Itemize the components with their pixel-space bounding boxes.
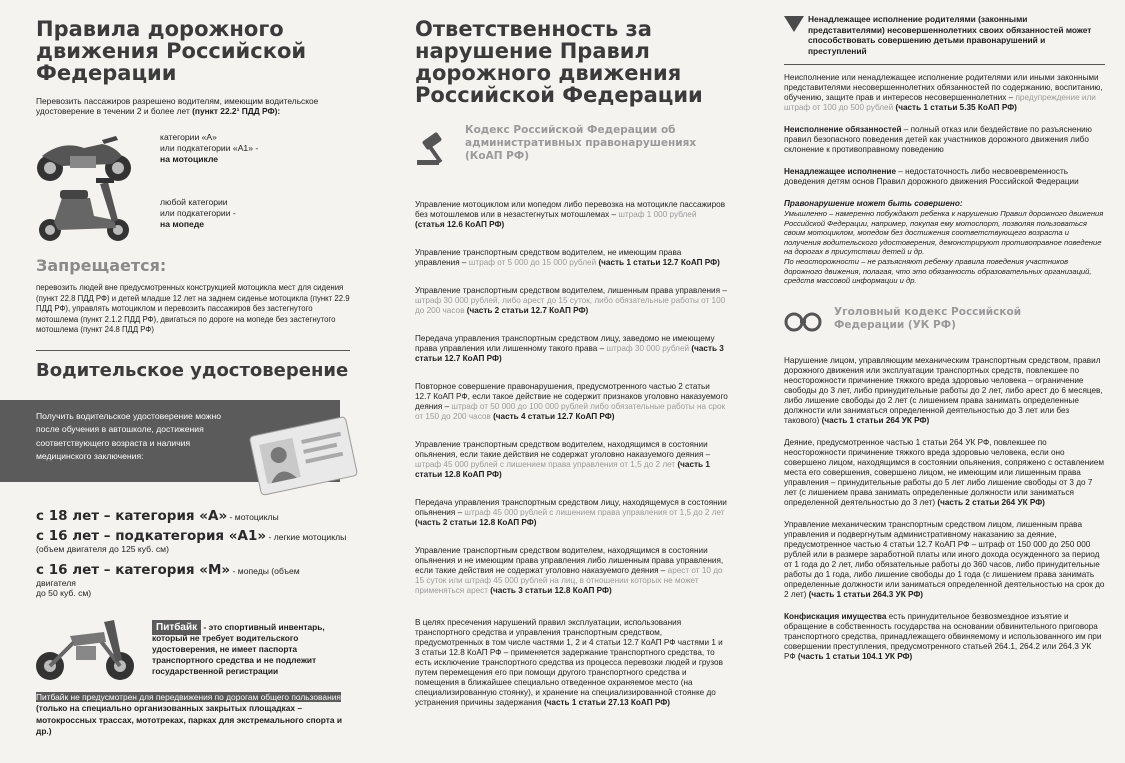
warning-icon (784, 16, 804, 32)
divider (784, 64, 1105, 65)
koap-item-text: Повторное совершение правонарушения, предусмотренного частью 2 статьи 12.7 КоАП РФ, если такое действие не содержит признаков уголовно наказуемого деяния – (415, 382, 728, 411)
parents-p2 (784, 125, 1105, 155)
koap-final (415, 618, 728, 708)
column-parents (750, 0, 1125, 763)
intro-text (36, 96, 336, 116)
category-a1 (36, 528, 346, 554)
license-card-icon (248, 412, 358, 501)
pitbike-text (152, 622, 352, 677)
category-m (36, 562, 336, 598)
koap-item (415, 248, 728, 268)
uk-item-ref: (часть 1 статьи 104.1 УК РФ) (797, 651, 913, 661)
license-banner-text: Получить водительское удостоверение можно после обучения в автошколе, достижения соответствующего возраста и наличия медицинского заключения: (36, 411, 222, 462)
moped-line-1: любой категории (160, 197, 228, 207)
uk-item-ref: (часть 2 статьи 264 УК РФ) (937, 497, 1045, 507)
divider (36, 350, 350, 351)
moto-caption (160, 132, 258, 165)
p4-negligence: По неосторожности – не разъясняют ребенку правила поведения участников дорожного движения, полагая, что это обязанность образовательных организаций, средств массовой информации и др. (784, 256, 1092, 286)
koap-item-penalty: штраф 45 000 рублей с лишением права управления от 1,5 до 2 лет (415, 460, 678, 469)
license-title: Водительское удостоверение (36, 360, 349, 381)
p1-text: Неисполнение или ненадлежащее исполнение родителями или иными законными представителями несовершеннолетних обязанностей по содержанию, воспитанию, обучению, защите прав и интересов несовершеннолетних – (784, 73, 1103, 103)
forbidden-text: перевозить людей вне предусмотренных конструкцией мотоцикла мест для сидения (пункт 22.8 ПДД РФ) и детей младше 12 лет на заднем сиденье мотоцикла (пункт 22.9 ПДД РФ), управлять мотоциклом и перевозить пассажиров без застегнутого мотошлема (пункт 2.1.2 ПДД РФ), двигаться по дороге на мопеде без застегнутого мотошлема (пункт 24.8 ПДД РФ) (36, 283, 350, 334)
p3-bold: Ненадлежащее исполнение (784, 167, 897, 177)
category-m-desc: - мопеды (объем двигателя (36, 566, 300, 588)
parents-p3 (784, 167, 1105, 187)
forbidden-title: Запрещается: (36, 256, 167, 275)
p2-bold: Неисполнение обязанностей (784, 125, 902, 135)
category-a1-desc: - легкие мотоциклы (266, 532, 347, 542)
intro-ref: (пункт 22.2¹ ПДД РФ): (192, 106, 281, 117)
koap-final-text: В целях пресечения нарушений правил эксплуатации, использования транспортного средства и управления транспортным средством, предусмотренных в том числе частями 1, 2 и 4 статьи 12.7 КоАП РФ частями 1 и 3 статьи 12.8 КоАП РФ – применяется задержание транспортного средства, то есть исключение транспортного средства из процесса перевозки людей и грузов путем перемещения его при помощи другого транспортного средства и помещения в ближайшее специально отведенное охраняемое место (на специализированную стоянку), и хранение на специализированной стоянке до устранения причины задержания (415, 618, 723, 707)
moped-caption (160, 197, 236, 230)
p1-penalty: предупреждение или штраф от 100 до 500 рублей (784, 93, 1096, 113)
p3-text: – недостаточность либо несвоевременность доведения детям основ Правил дорожного движения Российской Федерации (784, 167, 1079, 187)
uk-item-text: Нарушение лицом, управляющим механическим транспортным средством, правил дорожного движения или эксплуатации транспортных средств, повлекшее по неосторожности причинение тяжкого вреда здоровью человека – ограничение свободы до 3 лет, либо принудительные работы до 2 лет, либо арест до 6 месяцев, либо лишение свободы до 2 лет (с лишением права занимать определенные должности или заниматься определенной деятельностью до 3 лет или без такового) (784, 355, 1103, 425)
page-title-liability: Ответственность за нарушение Правил дорожного движения Российской Федерации (415, 17, 703, 107)
koap-item-text: Управление транспортным средством водителем, находящимся в состоянии опьянения и не имеющим права управления либо лишенным права управления, если такие действия не содержат уголовно наказуемого деяния – (415, 546, 724, 575)
pitbike-body: - это спортивный инвентарь, который не требует водительского удостоверения, не имеет паспорта транспортного средства и не подлежит государственной регистрации (152, 622, 325, 676)
koap-item-penalty: штраф 1 000 рублей (618, 210, 697, 219)
p2-text: – полный отказ или бездействие по разъяснению правил безопасного поведения детей как участников дорожного движения либо склонение к противоправному поведению (784, 125, 1092, 155)
koap-item (415, 440, 728, 480)
uk-item (784, 438, 1105, 508)
koap-item (415, 200, 728, 230)
category-a (36, 508, 279, 524)
koap-item-text: Передача управления транспортным средством лицу, находящемуся в состоянии опьянения – (415, 498, 727, 517)
koap-item-text: Управление мотоциклом или мопедом либо перевозка на мотоцикле пассажиров без мотошлемов или в незастегнутых мотошлемах – (415, 200, 726, 219)
uk-item-ref: (часть 1 статьи 264.3 УК РФ) (808, 589, 924, 599)
koap-header (415, 124, 728, 184)
pitbike-icon (30, 612, 142, 689)
moto-line-1: категории «А» (160, 132, 217, 142)
uk-item-text: Деяние, предусмотренное частью 1 статьи 264 УК РФ, повлекшее по неосторожности причинение тяжкого вреда здоровью человека, если оно совершено лицом, находящимся в состоянии опьянения, сопряжено с оставлением места его совершения, совершено лицом, не имеющим или лишенным права управления – принудительные работы до 5 лет либо лишение свободы от 3 до 7 лет (с лишением права занимать определенные должности или заниматься определенной деятельностью до 3 лет) (784, 437, 1104, 507)
gavel-icon (415, 130, 455, 173)
koap-item-text: Управление транспортным средством водителем, не имеющим права управления – (415, 248, 682, 267)
uk-item (784, 612, 1105, 662)
koap-item-penalty: штраф от 5 000 до 15 000 рублей (468, 258, 599, 267)
warning-text: Ненадлежащее исполнение родителями (законными представителями) несовершеннолетних своих обязанностей может способствовать совершению детьми правонарушений и преступлений (808, 14, 1092, 56)
koap-item-text: Управление транспортным средством водителем, находящимся в состоянии опьянения, если такие действия не содержат уголовно наказуемого деяния – (415, 440, 711, 459)
pitbike-tail: (только на специально организованных закрытых площадках – мотокроссных трассах, мототреках, парках для экстремального спорта и др.) (36, 703, 343, 737)
koap-item-ref: (часть 3 статьи 12.7 КоАП РФ) (415, 344, 724, 363)
uk-item (784, 356, 1105, 426)
koap-item-ref: (часть 2 статьи 12.7 КоАП РФ) (466, 306, 589, 315)
category-a-desc: - мотоциклы (227, 512, 279, 522)
parents-p1 (784, 73, 1105, 113)
koap-item-ref: (часть 4 статьи 12.7 КоАП РФ) (493, 412, 615, 421)
koap-item (415, 498, 728, 528)
moto-line-3: на мотоцикле (160, 154, 219, 164)
p4-intent: Умышленно – намеренно побуждают ребенка к нарушению Правил дорожного движения Российской Федерации, например, покупая ему мотоспорт, позволяя пользоваться своим мотоциклом, мопедом без достижения соответствующего возраста и получения водительского удостоверения, демонстрируют противоправное поведение на дорогах в присутствии детей и др. (784, 208, 1104, 257)
category-m-note: до 50 куб. см) (36, 588, 92, 598)
koap-item-text: Передача управления транспортным средством лицу, заведомо не имеющему права управления или лишенному такого права – (415, 334, 715, 353)
uk-item-ref: (часть 1 статьи 264 УК РФ) (821, 415, 930, 425)
forbidden-section (36, 255, 356, 336)
uk-item-text: Управление механическим транспортным средством лицом, лишенным права управления и подвергнутым административному наказанию за деяние, предусмотренное частью 4 статьи 12.7 КоАП РФ – штраф от 150 000 до 250 000 рублей или в размере заработной платы или иного дохода осужденного за период от 1 года до 2 лет, либо обязательные работы до 360 часов, либо принудительные работы до 1 года, либо лишение свободы до 1 года (с лишением права занимать определенные должности или заниматься определенной деятельностью на срок до 2 лет) (784, 519, 1105, 599)
koap-item-ref: (статья 12.6 КоАП РФ) (415, 220, 505, 229)
p1-ref: (часть 1 статьи 5.35 КоАП РФ) (895, 103, 1017, 113)
parents-p4 (784, 199, 1105, 285)
koap-item-penalty: арест от 10 до 15 суток или штраф 45 000 рублей на лиц, в отношении которых не может применяться арест (415, 566, 723, 595)
koap-item-penalty: штраф 30 000 рублей, либо арест до 15 суток, либо обязательные работы от 100 до 200 часов (415, 296, 726, 315)
uk-item (784, 520, 1105, 600)
pitbike-head: Питбайк (152, 620, 201, 635)
uk-title: Уголовный кодекс Российской Федерации (УК РФ) (834, 305, 1022, 331)
koap-item (415, 334, 728, 364)
uk-header (784, 304, 1105, 344)
koap-item (415, 286, 728, 316)
page-title-rules: Правила дорожного движения Российской Федерации (36, 17, 307, 85)
koap-item-penalty: штраф 45 000 рублей с лишением права управления от 1,5 до 2 лет (464, 508, 725, 517)
warning-block (784, 14, 1105, 56)
column-liability (375, 0, 750, 763)
koap-item-ref: (часть 1 статьи 12.7 КоАП РФ) (598, 258, 720, 267)
category-a1-title: с 16 лет – подкатегория «А1» (36, 528, 267, 544)
koap-item-ref: (часть 2 статьи 12.8 КоАП РФ) (415, 518, 537, 527)
koap-final-ref: (часть 1 статьи 27.13 КоАП РФ) (543, 698, 670, 707)
pitbike-footer (36, 692, 356, 738)
koap-item (415, 546, 728, 596)
koap-item-penalty: штраф от 50 000 до 100 000 рублей либо обязательные работы на срок от 150 до 200 часов (415, 402, 726, 421)
uk-item-text: есть принудительное безвозмездное изъятие и обращение в собственность государства на основании обвинительного приговора транспортного средства, принадлежащего обвиняемому и использованного им при совершении преступления, предусмотренного статьей 264.1, 264.2 или 264.3 УК РФ (784, 611, 1102, 661)
uk-item-bold: Конфискация имущества (784, 611, 887, 621)
koap-item (415, 382, 728, 422)
category-a1-note: (объем двигателя до 125 куб. см) (36, 544, 169, 554)
pitbike-banner: Питбайк не предусмотрен для передвижения по дорогам общего пользования (36, 692, 341, 702)
koap-title: Кодекс Российской Федерации об административных правонарушениях (КоАП РФ) (465, 124, 697, 162)
moped-icon (34, 176, 134, 249)
moto-line-2: или подкатегории «А1» - (160, 143, 259, 153)
moped-line-2: или подкатегории - (160, 208, 236, 218)
handcuffs-icon (784, 308, 822, 339)
koap-item-text: Управление транспортным средством водителем, лишенным права управления – (415, 286, 727, 295)
koap-list (415, 200, 728, 708)
koap-item-ref: (часть 3 статьи 12.8 КоАП РФ) (490, 586, 612, 595)
koap-item-ref: (часть 1 статьи 12.8 КоАП РФ) (415, 460, 710, 479)
category-a-title: с 18 лет – категория «А» (36, 508, 228, 524)
intro-body: Перевозить пассажиров разрешено водителям, имеющим водительское удостоверение в течении 2 и более лет (36, 96, 319, 117)
p4-heading: Правонарушение может быть совершено: (784, 199, 963, 209)
moped-line-3: на мопеде (160, 219, 205, 229)
koap-item-penalty: штраф 30 000 рублей (606, 344, 692, 353)
category-m-title: с 16 лет – категория «М» (36, 562, 231, 578)
